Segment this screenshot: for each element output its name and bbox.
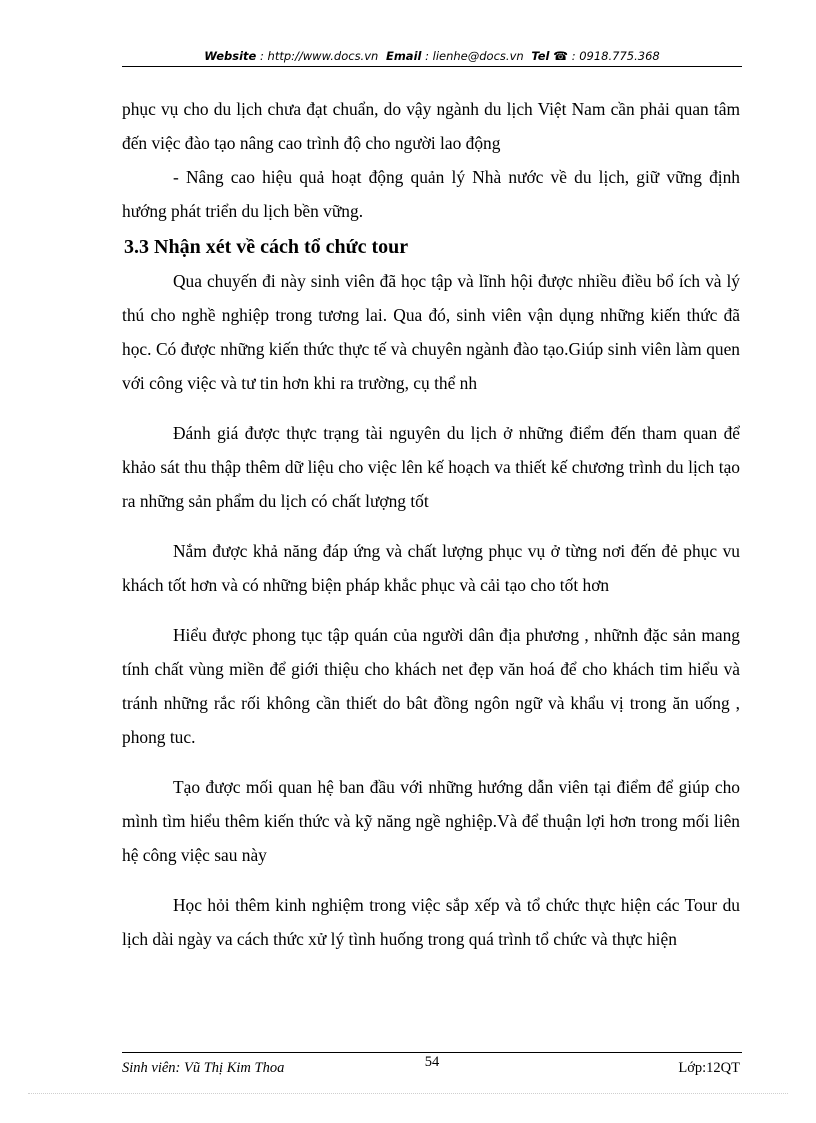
paragraph-7: Tạo được mối quan hệ ban đầu với những hướng dẫn viên tại điểm để giúp cho mình tìm hiểu thêm kiến thức và kỹ năng ngề nghiệp.Và để thuận lợi hơn trong mối liên hệ công việc sau này: [122, 777, 740, 865]
paragraph-5: Nắm được khả năng đáp ứng và chất lượng phục vụ ở từng nơi đến đẻ phục vu khách tốt hơn và có những biện pháp khắc phục và cải tạo cho tốt hơn: [122, 541, 740, 595]
page-bottom-dotted-line: [28, 1093, 788, 1094]
tel-label: Tel: [531, 49, 550, 63]
document-body: [122, 92, 740, 956]
page-number: 54: [424, 1054, 440, 1070]
section-heading: 3.3 Nhận xét về cách tổ chức tour: [124, 236, 409, 258]
email-address[interactable]: : lienhe@docs.vn: [425, 49, 524, 63]
paragraph-1: phục vụ cho du lịch chưa đạt chuẩn, do vậy ngành du lịch Việt Nam cần phải quan tâm đến việc đào tạo nâng cao trình độ cho người lao động: [122, 99, 740, 153]
paragraph-8: Học hỏi thêm kinh nghiệm trong việc sắp xếp và tổ chức thực hiện các Tour du lịch dài ngày va cách thức xử lý tình huống trong quá trình tổ chức và thực hiện: [122, 895, 740, 949]
website-url[interactable]: : http://www.docs.vn: [260, 49, 379, 63]
paragraph-4: Đánh giá được thực trạng tài nguyên du lịch ở những điểm đến tham quan để khảo sát thu thập thêm dữ liệu cho việc lên kế hoạch va thiết kế chương trình du lịch tạo ra những sản phẩm du lịch có chất lượng tốt: [122, 423, 740, 511]
paragraph-2: - Nâng cao hiệu quả hoạt động quản lý Nhà nước về du lịch, giữ vững định hướng phát triển du lịch bền vững.: [122, 167, 740, 221]
tel-number: : 0918.775.368: [571, 49, 660, 63]
paragraph-3: Qua chuyến đi này sinh viên đã học tập và lĩnh hội được nhiều điều bổ ích và lý thú cho nghề nghiệp trong tương lai. Qua đó, sinh viên vận dụng những kiến thức đã học. Có được những kiến thức thực tế và chuyên ngành đào tạo.Giúp sinh viên làm quen với công việc và tư tin hơn khi ra trường, cụ thể nh: [122, 271, 740, 393]
page-header: [122, 48, 742, 64]
class-label: Lớp:12QT: [678, 1060, 740, 1076]
website-label: Website: [204, 49, 257, 63]
phone-icon: ☎: [553, 49, 569, 63]
header-divider: [122, 66, 742, 67]
email-label: Email: [385, 49, 422, 63]
paragraph-6: Hiểu được phong tục tập quán của người dân địa phương , nhữnh đặc sản mang tính chất vùng miền để giới thiệu cho khách net đẹp văn hoá để cho khách tim hiểu và tránh những rắc rối không cần thiết do bât đồng ngôn ngữ và khẩu vị trong ăn uống , phong tuc.: [122, 625, 740, 747]
student-name: Sinh viên: Vũ Thị Kim Thoa: [122, 1060, 285, 1076]
